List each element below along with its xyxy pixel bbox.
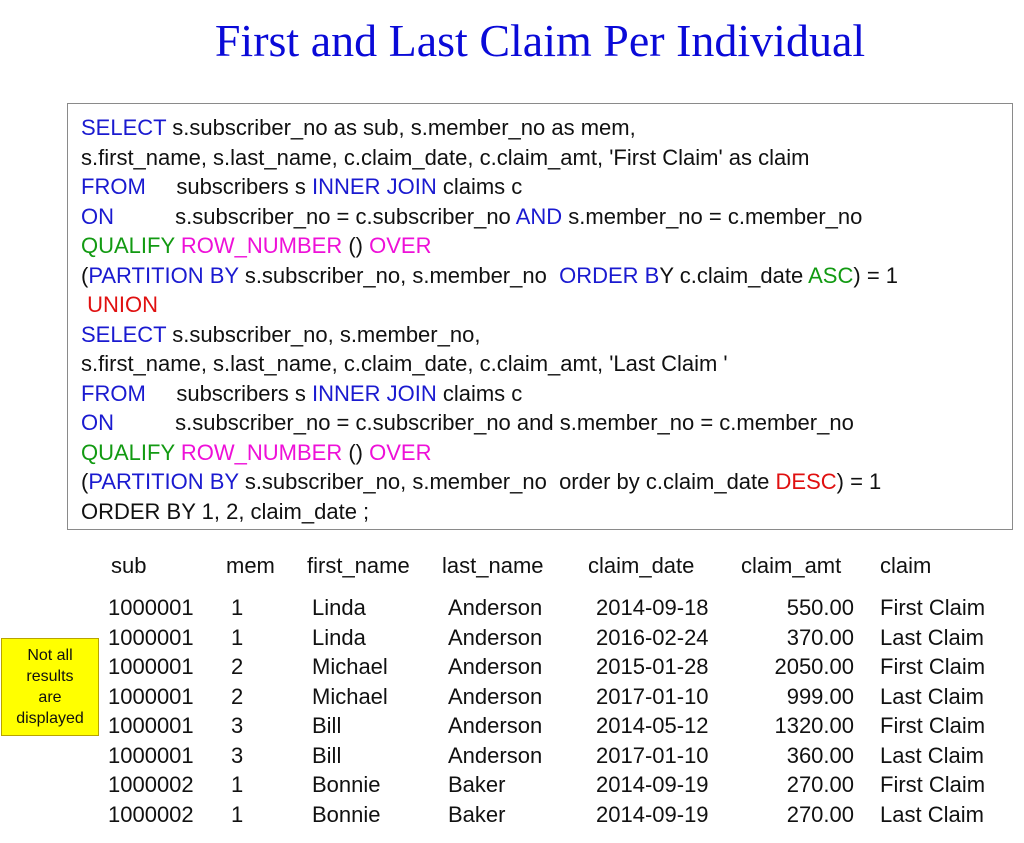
table-cell: Anderson (448, 742, 543, 768)
sql-keyword: DESC (775, 469, 837, 494)
sql-keyword: SELECT (81, 321, 167, 347)
sql-keyword: ORDER B (559, 262, 660, 288)
table-cell: 1 (231, 801, 244, 827)
table-cell: Last Claim (880, 801, 984, 827)
sql-line (81, 379, 522, 408)
table-cell: 1 (231, 595, 244, 620)
column-header: first_name (307, 553, 410, 578)
sql-line (81, 467, 881, 496)
note-line: displayed (16, 710, 84, 727)
table-cell: First Claim (880, 772, 986, 797)
column-header: claim (880, 553, 932, 578)
table-cell: Baker (448, 801, 506, 827)
table-cell: 1000001 (108, 742, 194, 768)
sql-text: s.subscriber_no, s.member_no (238, 262, 560, 288)
table-cell: 370.00 (786, 624, 854, 650)
column-header: claim_date (588, 553, 695, 578)
sql-text: claims c (436, 174, 523, 199)
sticky-note (1, 638, 99, 736)
sql-text: s.subscriber_no = c.subscriber_no and s.member_no = c.member_no (114, 410, 854, 435)
table-cell: 1000001 (108, 713, 194, 738)
table-cell: 1 (231, 624, 244, 650)
sql-line (81, 143, 810, 172)
sql-line (81, 172, 522, 201)
sql-keyword: ON (81, 410, 114, 435)
column-header: sub (111, 553, 147, 578)
sql-text: s.first_name, s.last_name, c.claim_date, c.claim_amt, 'Last Claim ' (81, 351, 728, 376)
table-cell: Last Claim (880, 742, 984, 768)
sql-text: () (342, 233, 370, 258)
sql-keyword: QUALIFY (81, 233, 175, 258)
sql-keyword: PARTITION BY (88, 469, 239, 494)
sql-text: ORDER BY 1, 2, claim_date ; (81, 498, 370, 524)
table-cell: Bonnie (312, 772, 381, 797)
table-cell: Anderson (448, 713, 543, 738)
sql-line (81, 113, 636, 142)
sql-code-box (67, 103, 1013, 530)
sql-line (81, 261, 898, 290)
sql-line (81, 320, 480, 349)
note-line: are (38, 689, 62, 706)
note-line: Not all (27, 647, 73, 664)
table-cell: 270.00 (786, 801, 854, 827)
page-title: First and Last Claim Per Individual (214, 15, 866, 66)
table-cell: Bill (312, 742, 342, 768)
sql-keyword: ROW_NUMBER (180, 439, 343, 465)
sql-keyword: ASC (808, 262, 854, 288)
sql-keyword: PARTITION BY (88, 262, 239, 288)
sql-keyword: OVER (369, 439, 432, 465)
sql-line (81, 202, 862, 231)
table-cell: 2014-09-18 (596, 595, 709, 620)
table-cell: 1000001 (108, 595, 194, 620)
table-cell: First Claim (880, 654, 986, 679)
sql-line (81, 438, 431, 467)
column-header: last_name (442, 553, 544, 578)
table-cell: 2014-09-19 (596, 772, 709, 797)
table-cell: Linda (312, 624, 366, 650)
table-cell: 3 (231, 742, 244, 768)
sql-keyword: OVER (369, 233, 432, 258)
sql-text: s.subscriber_no, s.member_no, (166, 321, 481, 347)
sql-keyword: INNER JOIN (312, 174, 437, 199)
sql-text: s.subscriber_no = c.subscriber_no (114, 203, 516, 229)
table-cell: 3 (231, 713, 244, 738)
sql-keyword: UNION (87, 292, 159, 317)
table-cell: 1000001 (108, 654, 194, 679)
sql-keyword: QUALIFY (81, 439, 175, 465)
sql-keyword: SELECT (81, 115, 167, 140)
table-cell: First Claim (880, 595, 986, 620)
table-cell: 2 (231, 683, 244, 709)
sql-text: claims c (436, 380, 523, 406)
sql-keyword: FROM (81, 380, 146, 406)
table-cell: Linda (312, 595, 366, 620)
column-header: mem (226, 553, 275, 578)
table-cell: 550.00 (786, 595, 854, 620)
sql-text: s.subscriber_no as sub, s.member_no as mem, (166, 115, 636, 140)
sql-text: s.member_no = c.member_no (562, 203, 863, 229)
sql-text: subscribers s (145, 174, 313, 199)
table-cell: 2016-02-24 (596, 624, 709, 650)
table-cell: First Claim (880, 713, 986, 738)
sql-line (81, 231, 431, 260)
table-cell: Anderson (448, 624, 543, 650)
column-header: claim_amt (741, 553, 842, 578)
sql-text: Y c.claim_date (659, 262, 809, 288)
sql-line (81, 290, 158, 319)
sql-keyword: INNER JOIN (312, 380, 437, 406)
sql-keyword: AND (515, 203, 563, 229)
table-cell: 2017-01-10 (596, 683, 709, 709)
table-cell: Anderson (448, 654, 543, 679)
table-cell: 2017-01-10 (596, 742, 709, 768)
sql-text: ( (81, 262, 89, 288)
table-cell: 2014-09-19 (596, 801, 709, 827)
sql-text: ( (81, 469, 89, 494)
table-cell: 2050.00 (774, 654, 854, 679)
table-cell: Michael (312, 654, 388, 679)
sql-keyword: ROW_NUMBER (180, 233, 343, 258)
sql-line (81, 408, 854, 437)
table-cell: 1 (231, 772, 244, 797)
sql-text: ) = 1 (836, 469, 882, 494)
sql-text: ) = 1 (853, 262, 899, 288)
table-cell: Anderson (448, 595, 543, 620)
table-cell: 999.00 (786, 683, 854, 709)
table-cell: 1000002 (108, 772, 194, 797)
table-cell: 1000001 (108, 624, 194, 650)
table-cell: 2 (231, 654, 244, 679)
sql-line (81, 349, 728, 378)
table-cell: 2015-01-28 (596, 654, 709, 679)
sql-text: () (342, 439, 370, 465)
sql-line (81, 497, 369, 526)
table-cell: Baker (448, 772, 506, 797)
table-cell: 360.00 (786, 742, 854, 768)
table-cell: Bonnie (312, 801, 381, 827)
sql-keyword: FROM (81, 174, 146, 199)
table-cell: 1320.00 (774, 713, 854, 738)
table-cell: 270.00 (786, 772, 854, 797)
table-cell: Last Claim (880, 683, 984, 709)
note-line: results (26, 668, 74, 685)
table-cell: Bill (312, 713, 342, 738)
table-cell: Last Claim (880, 624, 984, 650)
sql-keyword: ON (81, 203, 114, 229)
sticky-note-text (16, 645, 84, 729)
table-cell: 1000002 (108, 801, 194, 827)
table-cell: 1000001 (108, 683, 194, 709)
sql-text: s.first_name, s.last_name, c.claim_date, c.claim_amt, 'First Claim' as claim (81, 144, 810, 170)
sql-text: subscribers s (145, 380, 313, 406)
table-cell: 2014-05-12 (596, 713, 709, 738)
table-cell: Anderson (448, 683, 543, 709)
table-cell: Michael (312, 683, 388, 709)
sql-text: s.subscriber_no, s.member_no order by c.claim_date (238, 469, 776, 494)
